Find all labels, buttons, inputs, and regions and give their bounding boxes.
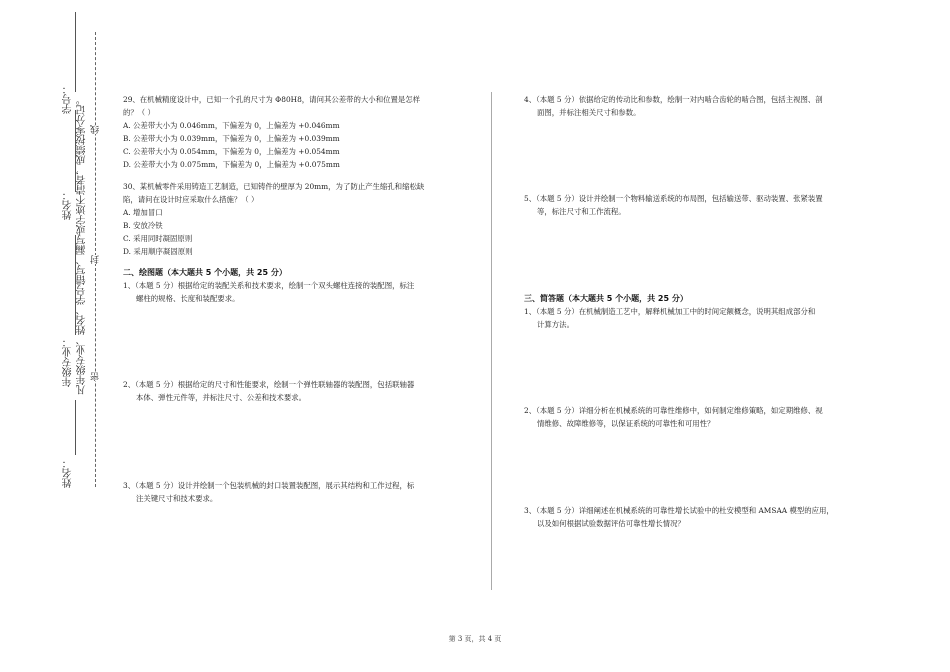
margin-line-xiaoming — [75, 400, 76, 455]
short-q1 — [524, 305, 879, 331]
label-xingming: 姓名： — [63, 190, 74, 220]
short-q1-line1: 1、（本题 5 分）在机械制造工艺中，解释机械加工中的时间定额概念，说明其组成部分和 — [524, 307, 816, 316]
draw-q2-line1: 2、（本题 5 分）根据给定的尺寸和性能要求，绘制一个弹性联轴器的装配图，包括联轴器 — [123, 380, 415, 389]
draw-q5-line1: 5、（本题 5 分）设计并绘制一个物料输送系统的布局图，包括输送带、驱动装置、张紧装置 — [524, 194, 823, 203]
label-xiaoming: 姓名： — [63, 458, 74, 488]
q29-stem-line2: 的？（ ） — [123, 108, 155, 117]
q30-stem-line1: 30、某机械零件采用铸造工艺制造，已知铸件的壁厚为 20mm，为了防止产生缩孔和缩松缺 — [123, 182, 425, 191]
draw-q1 — [123, 279, 473, 305]
q30-option-a: A. 增加冒口 — [123, 208, 163, 217]
margin-line-xingming — [75, 110, 76, 192]
draw-q3-line2: 注关键尺寸和技术要求。 — [136, 494, 218, 503]
draw-q4 — [524, 93, 879, 119]
label-nianji: 年级专业： — [63, 337, 74, 387]
q30-option-d: D. 采用顺序凝固原则 — [123, 247, 193, 256]
draw-q3 — [123, 479, 473, 505]
draw-q1-line2: 螺柱的规格、长度和装配要求。 — [136, 294, 240, 303]
section2-title: 二、绘图题（本大题共 5 个小题，共 25 分） — [123, 268, 287, 277]
draw-q4-line2: 面图，并标注相关尺寸和参数。 — [537, 108, 641, 117]
draw-q5-line2: 等，标注尺寸和工作流程。 — [537, 207, 626, 216]
short-q2-line1: 2、（本题 5 分）详细分析在机械系统的可靠性维修中，如何制定维修策略，如定期维修、视 — [524, 406, 823, 415]
q29-option-b: B. 公差带大小为 0.039mm，下偏差为 0，上偏差为 +0.039mm — [123, 134, 340, 143]
short-q1-line2: 计算方法。 — [537, 320, 574, 329]
draw-q1-line1: 1、（本题 5 分）根据给定的装配关系和技术要求，绘制一个双头螺柱连接的装配图，标注 — [123, 281, 415, 290]
q29-option-c: C. 公差带大小为 0.054mm，下偏差为 0，上偏差为 +0.054mm — [123, 147, 340, 156]
left-column — [123, 93, 473, 171]
short-q3 — [524, 504, 879, 530]
margin-line-nianji — [75, 235, 76, 335]
q30-block — [123, 180, 473, 258]
q30-stem-line2: 陷，请问在设计时应采取什么措施？（ ） — [123, 195, 259, 204]
column-divider — [491, 92, 492, 590]
short-q3-line1: 3、（本题 5 分）详细阐述在机械系统的可靠性增长试验中的杜安模型和 AMSAA 模型的应用， — [524, 506, 834, 515]
draw-q5 — [524, 192, 879, 218]
draw-q3-line1: 3、（本题 5 分）设计并绘制一个包装机械的封口装置装配图，展示其结构和工作过程，标 — [123, 481, 415, 490]
q29-stem-line1: 29、在机械精度设计中，已知一个孔的尺寸为 Φ80H8，请问其公差带的大小和位置是怎样 — [123, 95, 421, 104]
short-q2 — [524, 404, 879, 430]
seal-mark-xian: 线 — [91, 125, 101, 134]
page-footer: 第 3 页，共 4 页 — [448, 635, 502, 643]
draw-q2-line2: 本体、弹性元件等，并标注尺寸、公差和技术要求。 — [136, 393, 306, 402]
draw-q2 — [123, 378, 473, 404]
margin-line-xuehao — [75, 12, 76, 92]
short-q2-line2: 情维修、故障维修等，以保证系统的可靠性和可用性？ — [537, 419, 715, 428]
q30-option-c: C. 采用同时凝固原则 — [123, 234, 193, 243]
seal-mark-feng: 封 — [91, 255, 101, 264]
q29-option-a: A. 公差带大小为 0.046mm，下偏差为 0，上偏差为 +0.046mm — [123, 121, 340, 130]
short-q3-line2: 以及如何根据试验数据评估可靠性增长情况？ — [537, 519, 685, 528]
label-xuehao: 学号： — [63, 84, 74, 114]
q29-option-d: D. 公差带大小为 0.075mm，下偏差为 0，上偏差为 +0.075mm — [123, 160, 340, 169]
section3-title: 三、简答题（本大题共 5 个小题，共 25 分） — [524, 294, 688, 303]
draw-q4-line1: 4、（本题 5 分）依据给定的传动比和参数，绘制一对内啮合齿轮的啮合图，包括主视图、剖 — [524, 95, 823, 104]
q30-option-b: B. 安放冷铁 — [123, 221, 163, 230]
binding-notice: 凡年级专业、姓名、学号错写、漏写或字迹不清者，成绩按零分记。 — [77, 95, 88, 395]
seal-mark-mi: 密 — [91, 372, 101, 381]
